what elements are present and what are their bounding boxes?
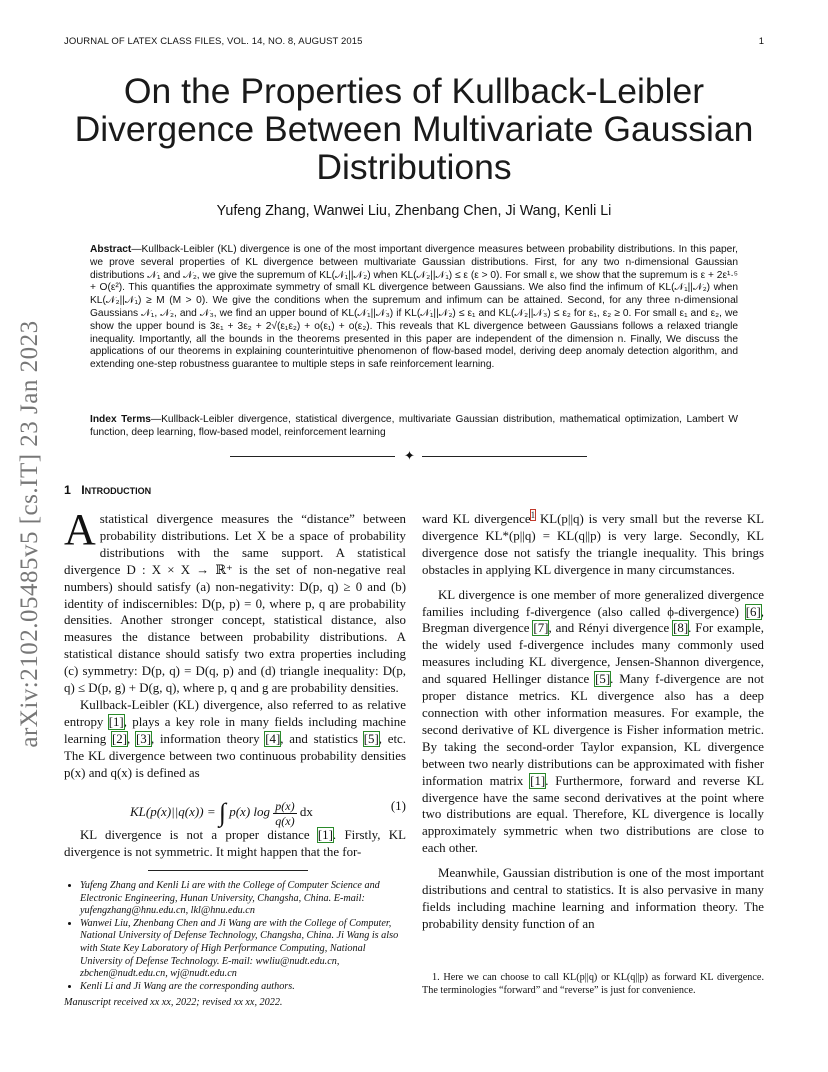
paper-title [64,72,764,186]
equation-1 [64,790,406,832]
title-line: Divergence Between Multivariate Gaussian [74,109,754,149]
text-run: . Furthermore, forward and reverse KL divergence have the same second derivatives at the point where two distributions are equal. Therefore, KL divergence is locally approximately symmetric when two distributions are close to each other. [422,773,764,856]
footnote-ref-link[interactable]: 1 [530,509,536,520]
eq-denominator: q(x) [275,813,295,828]
text-run: , and Rényi divergence [548,621,674,636]
manuscript-note: Manuscript received xx xx, 2022; revised xx xx, 2022. [64,997,283,1008]
right-column [422,511,764,933]
arxiv-stamp[interactable]: arXiv:2102.05485v5 [cs.IT] 23 Jan 2023 [16,320,43,748]
page-number: 1 [758,36,764,47]
paragraph: statistical divergence measures the “distance” between probability distributions. Let X be a space of probability distributions with the same support. A statistical divergence D : X × X → ℝ⁺ is the set of non-negative real numbers) should satisfy (a) non-negativity: D(p, q) ≥ 0 and (b) identity of indiscernibles: D(p, p) = 0, where p, q are probability densities. Another stronger concept, statistical distance, also measures the distance between probability distributions. A statistical distance should satisfy two extra properties including (c) symmetry: D(p, q) = D(q, p) and (d) triangle inequality: D(p, q) ≤ D(p, g) + D(g, q), where p, q and g are probability densities. [64,512,406,696]
text-run: . For example, the widely used f-divergence includes many commonly used measures including KL divergence, Jensen-Shannon divergence, and squared Hellinger distance [422,621,764,687]
left-column-continued [64,827,406,861]
abstract [90,244,738,372]
text-run: . Firstly, KL divergence is not symmetric. It might happen that the for- [64,828,406,859]
text-run: . Many f-divergence are not proper distance metrics. KL divergence also has a deep connection with other information measures. For example, the second derivative of KL divergence is Fisher information metric. By taking the second-order Taylor expansion, KL divergence between two nearly distributions can be approximated with fisher information matrix [422,672,764,788]
footnote-item: • Kenli Li and Ji Wang are the corresponding authors. [80,981,406,994]
text-run: , Bregman divergence [422,604,764,636]
index-terms-label: Index Terms [90,414,151,425]
citation-link[interactable]: [8] [673,621,689,636]
text-run: , plays a key role in many fields including machine learning [64,714,406,746]
abstract-label: Abstract [90,244,132,255]
section-title: Introduction [81,483,152,497]
text-run: , and statistics [280,731,364,746]
separator-line [230,456,395,457]
abstract-text: —Kullback-Leibler (KL) divergence is one of the most important divergence measures between probability distributions. In this paper, we prove several properties of KL divergence between multivariate Gaussian distributions. First, for any two n-dimensional Gaussian distributions 𝒩₁ and 𝒩₂, we give the supremum of KL(𝒩₁||𝒩₂) when KL(𝒩₂||𝒩₁) ≤ ε (ε > 0). For small ε, we show that the supremum is ε + 2ε¹·⁵ + O(ε²). This quantifies the approximate symmetry of small KL divergence between Gaussians. We also find the infimum of KL(𝒩₁||𝒩₂) when KL(𝒩₂||𝒩₁) ≥ M (M > 0). We give the conditions when the supremum and infimum can be attained. Second, for any three n-dimensional Gaussians 𝒩₁, 𝒩₂, and 𝒩₃, we find an upper bound of KL(𝒩₁||𝒩₃) if KL(𝒩₁||𝒩₂) ≤ ε₁ and KL(𝒩₂||𝒩₃) ≤ ε₂ for ε₁, ε₂ ≥ 0. For small ε₁ and ε₂, we show the upper bound is 3ε₁ + 3ε₂ + 2√(ε₁ε₂) + o(ε₁) + o(ε₂). This reveals that KL divergence between Gaussians follows a relaxed triangle inequality. Importantly, all the bounds in the theorems presented in this paper are independent of the dimension n. Finally, We discuss the applications of our theorems in explaining counterintuitive phenomenon of flow-based model, deriving deep anomaly detection algorithm, and extending one-step robustness guarantee to multiple steps in safe reinforcement learning. [90,244,738,371]
eq-integrand: p(x) log [225,803,274,819]
section-number: 1 [64,483,71,497]
page-footnote: 1. Here we can choose to call KL(p||q) or KL(q||p) as forward KL divergence. The terminologies “forward” and “reverse” is just for convenience. [422,972,764,996]
footnote-item: • Yufeng Zhang and Kenli Li are with the College of Computer Science and Electronic Engineering, Hunan University, Changsha, China. E-mail: yufengzhang@hnu.edu.cn, lkl@hnu.edu.cn [80,880,406,918]
paragraph: Meanwhile, Gaussian distribution is one of the most important distributions and central to statistics. It is also pervasive in many fields including machine learning and information theory. The probability density function of an [422,866,764,931]
footnote-item: • Wanwei Liu, Zhenbang Chen and Ji Wang are with the College of Computer, National University of Defense Technology, Changsha, China. Ji Wang is also with State Key Laboratory of High Performance Computing, National University of Defense Technology. E-mail: wwliu@nudt.edu.cn, zbchen@nudt.edu.cn, wj@nudt.edu.cn [80,918,406,981]
title-line: Distributions [316,147,512,187]
text-run: KL(p||q) is very small but the reverse KL divergence KL*(p||q) = KL(q||p) is very large. Secondly, KL divergence dose not satisfy the triangle inequality. This brings obstacles in applying KL divergence in many circumstances. [422,512,764,577]
text-run: KL divergence is not a proper distance [80,828,318,842]
citation-link[interactable]: [4] [265,731,281,746]
affiliation-footnotes [64,880,406,993]
citation-link[interactable]: [3] [135,731,152,746]
citation-link[interactable]: [2] [111,731,128,746]
section-separator [230,450,590,462]
text-run: KL divergence is one member of more generalized divergence families including f-divergence (also called ϕ-divergence) [422,587,764,619]
diamond-icon: ✦ [404,448,415,463]
citation-link[interactable]: [7] [533,621,549,636]
text-run: ward KL divergence [422,512,531,526]
footnote-rule [148,870,308,871]
eq-numerator: p(x) [275,798,295,813]
index-terms [90,414,738,440]
section-heading [64,483,151,497]
equation-number: (1) [390,798,406,813]
text-run: , information theory [151,731,266,746]
running-header: JOURNAL OF LATEX CLASS FILES, VOL. 14, NO. 8, AUGUST 2015 [64,36,363,47]
dropcap: A [64,505,96,554]
author-list: Yufeng Zhang, Wanwei Liu, Zhenbang Chen, Ji Wang, Kenli Li [216,203,612,219]
citation-link[interactable]: [6] [745,604,761,619]
text-run: , [127,731,136,746]
text-run: , etc. The KL divergence between two continuous probability densities p(x) and q(x) is defined as [64,731,406,780]
separator-line [422,456,587,457]
citation-link[interactable]: [1] [108,714,124,729]
text-run: Kullback-Leibler (KL) divergence, also referred to as relative entropy [64,697,406,729]
left-column [64,505,406,782]
citation-link[interactable]: [1] [317,828,333,842]
eq-differential: dx [296,803,313,819]
title-line: On the Properties of Kullback-Leibler [123,71,705,111]
integral-symbol: ∫ [218,798,226,827]
citation-link[interactable]: [1] [530,773,546,788]
eq-fraction [273,799,296,828]
citation-link[interactable]: [5] [363,731,379,746]
citation-link[interactable]: [5] [595,672,611,687]
index-terms-text: —Kullback-Leibler divergence, statistical divergence, multivariate Gaussian distribution, mathematical optimization, Lambert W function, deep learning, flow-based model, reinforcement learning [90,414,739,438]
eq-lhs: KL(p(x)||q(x)) = [130,803,219,819]
